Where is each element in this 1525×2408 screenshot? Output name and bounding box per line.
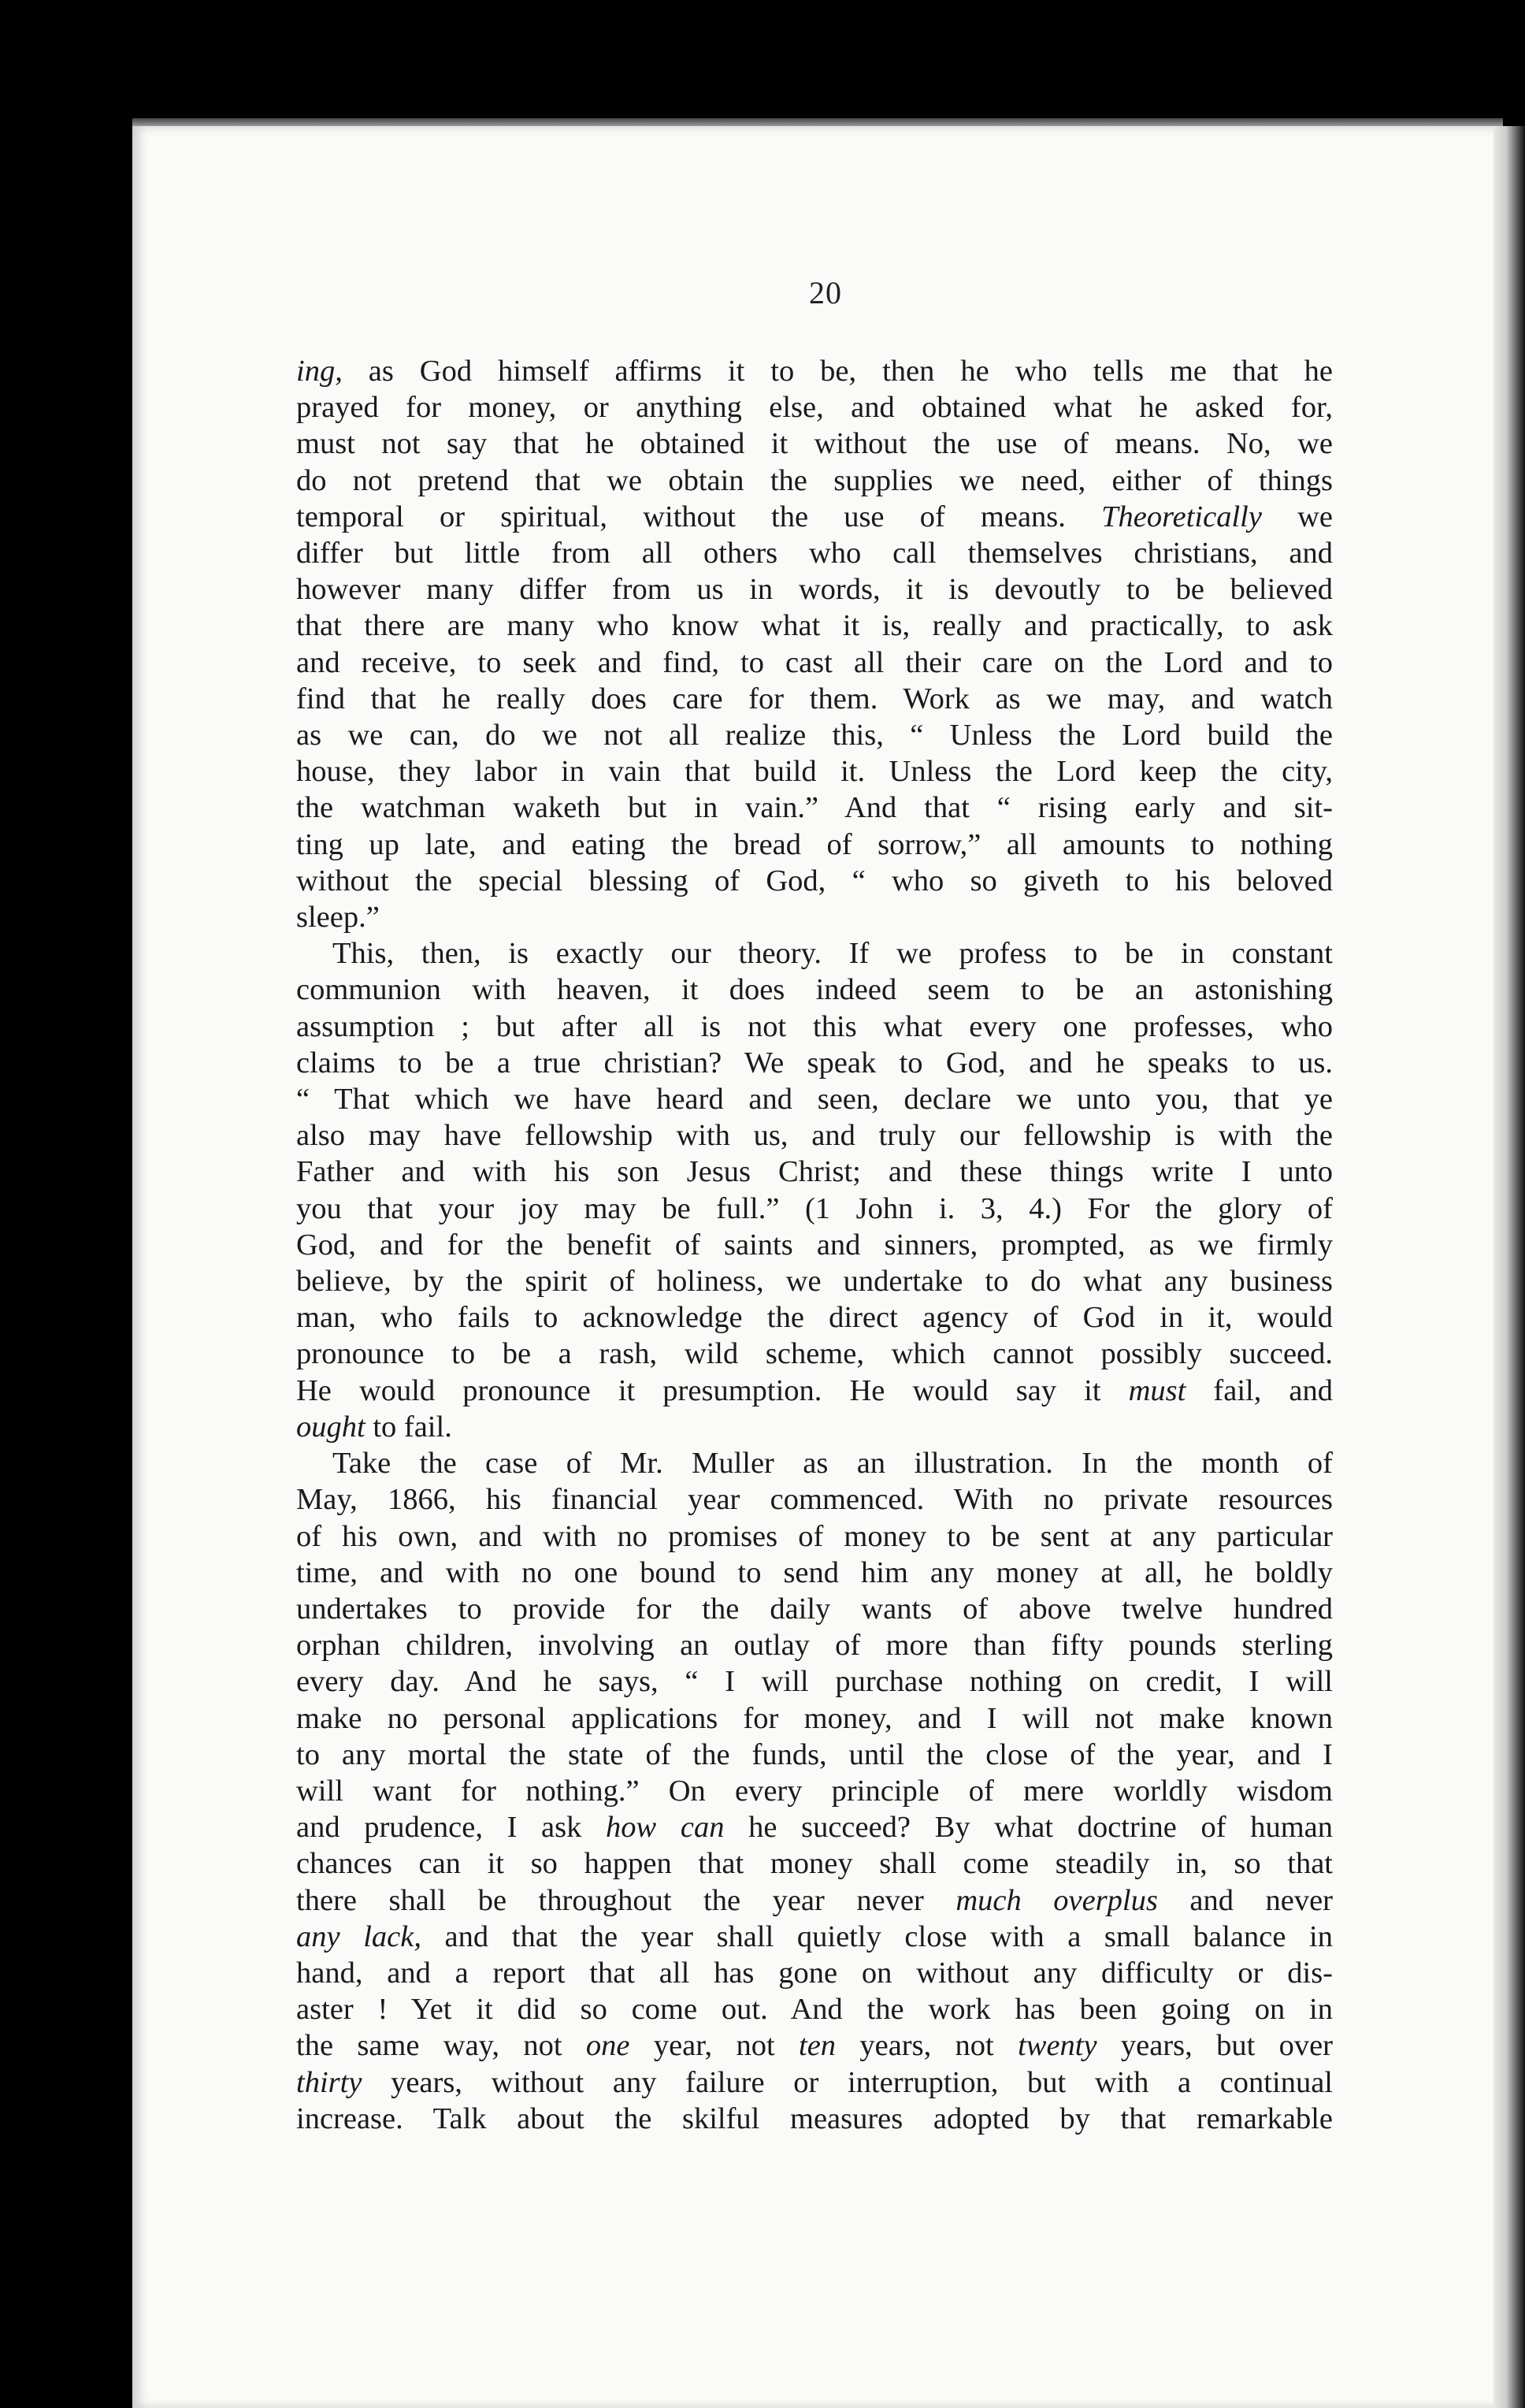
italic-text: ing, [296,355,343,388]
text-segment: we [1261,500,1333,533]
text-segment: claims to be a true christian? We speak to God, and he speaks to us. [296,1046,1333,1080]
text-line [296,1627,1333,1663]
text-line [296,1227,1333,1263]
text-segment: and prudence, I ask [296,1811,607,1845]
scan-speck [236,11,243,17]
text-line [296,499,1333,535]
text-line [296,353,1333,389]
text-segment: He would pronounce it presumption. He would say it [296,1373,1129,1407]
text-segment: however many differ from us in words, it is devoutly to be believed [296,573,1333,607]
text-line [296,1737,1333,1773]
text-line [296,753,1333,790]
text-segment: without the special blessing of God, “ who so giveth to his beloved [296,864,1333,897]
text-line [296,1299,1333,1336]
text-line [296,425,1333,462]
text-line [296,1518,1333,1555]
text-segment: years, not [836,2029,1019,2063]
text-segment: he succeed? By what doctrine of human [724,1811,1333,1845]
text-line [296,1373,1333,1409]
text-segment: aster ! Yet it did so come out. And the work has been going on in [296,1993,1333,2027]
text-segment: Father and with his son Jesus Christ; and these things write I unto [296,1155,1333,1189]
text-line [296,535,1333,571]
text-line [296,1191,1333,1227]
text-line [296,972,1333,1008]
text-line [296,571,1333,608]
text-line [296,1809,1333,1845]
text-segment: temporal or spiritual, without the use of means. [296,500,1102,533]
text-segment: God, and for the benefit of saints and sinners, prompted, as we firmly [296,1228,1333,1262]
text-line [296,1045,1333,1081]
text-segment: ting up late, and eating the bread of sorrow,” all amounts to nothing [296,827,1333,861]
text-line [296,1409,1333,1445]
text-line [296,1445,1333,1481]
text-segment: man, who fails to acknowledge the direct agency of God in it, would [296,1301,1333,1335]
text-line [296,608,1333,644]
text-segment: every day. And he says, “ I will purchase nothing on credit, I will [296,1665,1333,1699]
text-segment: find that he really does care for them. Work as we may, and watch [296,682,1333,715]
text-segment: differ but little from all others who call themselves christians, and [296,537,1333,570]
text-line [296,389,1333,425]
page-number: 20 [809,275,842,310]
text-line [296,1663,1333,1700]
text-line [296,463,1333,499]
text-line [296,899,1333,935]
italic-text: twenty [1018,2029,1097,2063]
text-segment: prayed for money, or anything else, and obtained what he asked for, [296,391,1333,425]
text-line [296,1773,1333,1809]
text-segment: May, 1866, his financial year commenced. With no private resources [296,1483,1333,1517]
text-line [296,935,1333,972]
text-segment: This, then, is exactly our theory. If we profess to be in constant [332,937,1333,971]
text-line [296,790,1333,826]
text-segment: and receive, to seek and find, to cast all their care on the Lord and to [296,645,1333,679]
text-line [296,1481,1333,1518]
italic-text: how can [606,1811,725,1845]
text-segment: the same way, not [296,2029,586,2063]
text-segment: and never [1157,1883,1333,1917]
text-segment: must not say that he obtained it without the use of means. No, we [296,427,1333,461]
italic-text: much overplus [955,1883,1158,1917]
text-segment: Take the case of Mr. Muller as an illustration. In the month of [332,1447,1333,1481]
text-line [296,645,1333,681]
italic-text: one [585,2029,630,2063]
text-segment: communion with heaven, it does indeed seem to be an astonishing [296,973,1333,1007]
text-line [296,1555,1333,1591]
text-segment: increase. Talk about the skilful measures adopted by that remarkable [296,2101,1333,2135]
text-segment: chances can it so happen that money shall come steadily in, so that [296,1847,1333,1881]
text-line [296,1154,1333,1190]
body-text [296,353,1333,2137]
italic-text: Theoretically [1101,500,1262,533]
italic-text: ought [296,1410,365,1444]
text-line [296,827,1333,863]
text-line [296,1991,1333,2027]
page-right-edge [1493,126,1525,2408]
text-line [296,1081,1333,1117]
text-segment: undertakes to provide for the daily wants of above twelve hundred [296,1592,1333,1626]
text-segment: there shall be throughout the year never [296,1883,956,1917]
text-segment: that there are many who know what it is, really and practically, to ask [296,609,1333,643]
text-segment: years, but over [1096,2029,1334,2063]
text-segment: the watchman waketh but in vain.” And that “ rising early and sit- [296,791,1333,825]
text-line [296,717,1333,753]
text-segment: will want for nothing.” On every principle of mere worldly wisdom [296,1774,1333,1808]
text-segment: fail, and [1185,1373,1333,1407]
text-line [296,2101,1333,2137]
text-segment: believe, by the spirit of holiness, we undertake to do what any business [296,1265,1333,1299]
text-segment: pronounce to be a rash, wild scheme, which cannot possibly succeed. [296,1337,1333,1371]
text-segment: sleep.” [296,901,380,935]
italic-text: any lack, [296,1919,421,1953]
text-line [296,1845,1333,1882]
text-line [296,2064,1333,2101]
italic-text: must [1128,1373,1186,1407]
text-line [296,1117,1333,1154]
text-line [296,1591,1333,1627]
text-segment: “ That which we have heard and seen, declare we unto you, that ye [296,1083,1333,1117]
text-segment: to any mortal the state of the funds, until the close of the year, and I [296,1737,1333,1771]
text-segment: years, without any failure or interruption, but with a continual [362,2065,1333,2099]
text-segment: as we can, do we not all realize this, “ Unless the Lord build the [296,719,1333,752]
text-line [296,1263,1333,1299]
text-segment: orphan children, involving an outlay of more than fifty pounds sterling [296,1629,1333,1663]
text-line [296,681,1333,717]
text-segment: also may have fellowship with us, and truly our fellowship is with the [296,1119,1333,1153]
italic-text: thirty [296,2065,362,2099]
text-line [296,863,1333,899]
text-line [296,1009,1333,1045]
text-segment: make no personal applications for money, and I will not make known [296,1701,1333,1735]
text-line [296,1882,1333,1919]
text-line [296,2027,1333,2064]
text-segment: do not pretend that we obtain the supplies we need, either of things [296,463,1333,497]
text-segment: year, not [629,2029,799,2063]
text-line [296,1955,1333,1991]
text-segment: you that your joy may be full.” (1 John i. 3, 4.) For the glory of [296,1191,1333,1225]
text-segment: of his own, and with no promises of money to be sent at any particular [296,1519,1333,1553]
text-segment: house, they labor in vain that build it. Unless the Lord keep the city, [296,755,1333,789]
text-segment: to fail. [365,1410,452,1444]
text-segment: and that the year shall quietly close with a small balance in [421,1919,1333,1953]
text-line [296,1336,1333,1372]
text-segment: hand, and a report that all has gone on without any difficulty or dis- [296,1956,1333,1990]
text-segment: time, and with no one bound to send him any money at all, he boldly [296,1555,1333,1589]
text-line [296,1919,1333,1955]
italic-text: ten [799,2029,837,2063]
text-segment: as God himself affirms it to be, then he who tells me that he [342,355,1333,388]
text-line [296,1700,1333,1737]
text-segment: assumption ; but after all is not this what every one professes, who [296,1009,1333,1043]
